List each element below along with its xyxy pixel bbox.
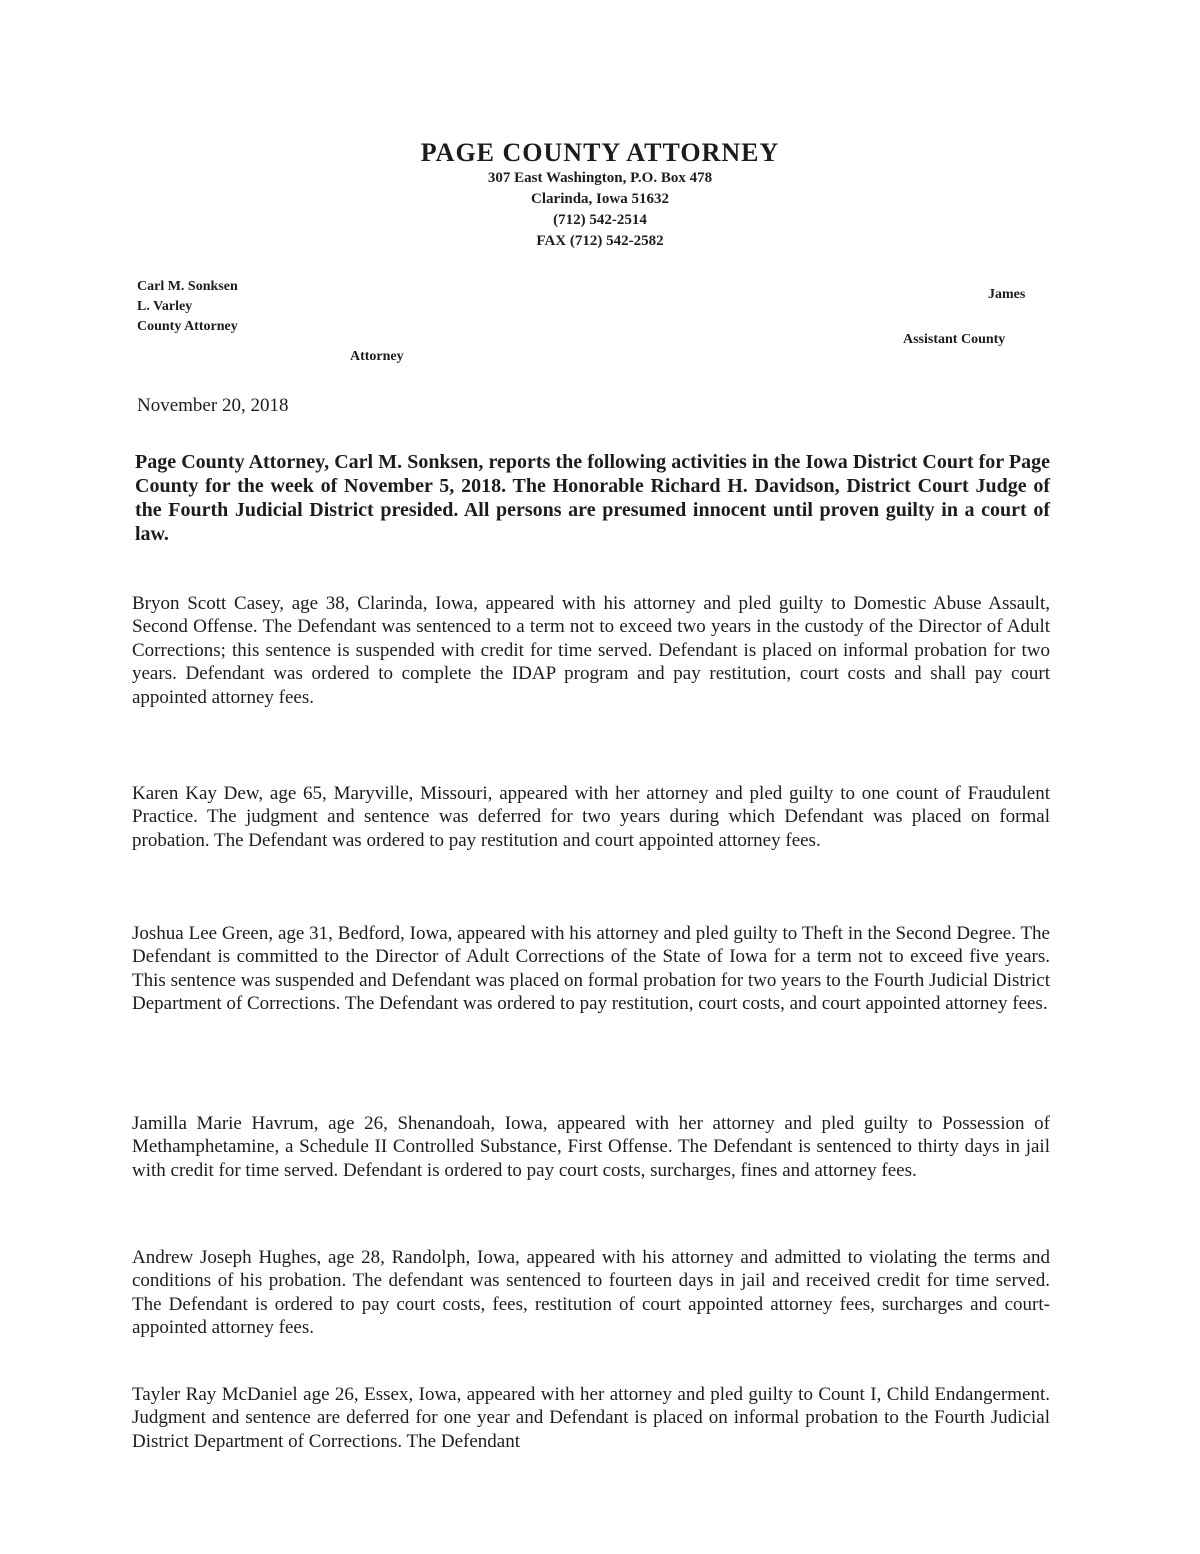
- staff-right-name: James: [988, 287, 1026, 302]
- case-paragraph-dew: Karen Kay Dew, age 65, Maryville, Missouri, appeared with her attorney and pled guilty to one count of Fraudulent Practice. The judgment and sentence was deferred for two years during which Defendant was placed on formal probation. The Defendant was ordered to pay restitution and court appointed attorney fees.: [132, 783, 1050, 851]
- staff-name-2: L. Varley: [137, 299, 193, 314]
- case-paragraph-mcdaniel: Tayler Ray McDaniel age 26, Essex, Iowa, appeared with her attorney and pled guilty to Count I, Child Endangerment. Judgment and sentence are deferred for one year and Defendant is placed on informal probation to the Fourth Judicial District Department of Corrections. The Defendant: [132, 1384, 1050, 1452]
- staff-left: [137, 277, 238, 337]
- office-name: PAGE COUNTY ATTORNEY: [420, 138, 780, 167]
- fax-number: FAX (712) 542-2582: [536, 233, 664, 249]
- city-state-zip: Clarinda, Iowa 51632: [531, 191, 669, 207]
- letter-date: November 20, 2018: [137, 395, 289, 416]
- case-paragraph-casey: Bryon Scott Casey, age 38, Clarinda, Iowa, appeared with his attorney and pled guilty to Domestic Abuse Assault, Second Offense. The Defendant was sentenced to a term not to exceed two years in the custody of the Director of Adult Corrections; this sentence is suspended with credit for time served. Defendant is placed on informal probation for two years. Defendant was ordered to complete the IDAP program and pay restitution, court costs and shall pay court appointed attorney fees.: [132, 593, 1050, 708]
- street-address: 307 East Washington, P.O. Box 478: [487, 170, 713, 186]
- staff-middle-title: Attorney: [350, 349, 404, 364]
- report-headline: Page County Attorney, Carl M. Sonksen, reports the following activities in the Iowa District Court for Page County for the week of November 5, 2018. The Honorable Richard H. Davidson, District Court Judge of the Fourth Judicial District presided. All persons are presumed innocent until proven guilty in a court of law.: [135, 451, 1050, 545]
- case-paragraph-hughes: Andrew Joseph Hughes, age 28, Randolph, Iowa, appeared with his attorney and admitted to violating the terms and conditions of his probation. The defendant was sentenced to fourteen days in jail and received credit for time served. The Defendant is ordered to pay court costs, fees, restitution of court appointed attorney fees, surcharges and court-appointed attorney fees.: [132, 1247, 1050, 1339]
- staff-title-left: County Attorney: [137, 319, 238, 334]
- staff-name-1: Carl M. Sonksen: [137, 279, 238, 294]
- case-paragraph-havrum: Jamilla Marie Havrum, age 26, Shenandoah, Iowa, appeared with her attorney and pled guilty to Possession of Methamphetamine, a Schedule II Controlled Substance, First Offense. The Defendant is sentenced to thirty days in jail with credit for time served. Defendant is ordered to pay court costs, surcharges, fines and attorney fees.: [132, 1113, 1050, 1181]
- phone-number: (712) 542-2514: [553, 212, 647, 228]
- staff-right-title: Assistant County: [903, 332, 1006, 347]
- letterhead: [0, 138, 1200, 252]
- case-paragraph-green: Joshua Lee Green, age 31, Bedford, Iowa, appeared with his attorney and pled guilty to Theft in the Second Degree. The Defendant is committed to the Director of Adult Corrections of the State of Iowa for a term not to exceed five years. This sentence was suspended and Defendant was placed on formal probation for two years to the Fourth Judicial District Department of Corrections. The Defendant was ordered to pay restitution, court costs, and court appointed attorney fees.: [132, 923, 1050, 1015]
